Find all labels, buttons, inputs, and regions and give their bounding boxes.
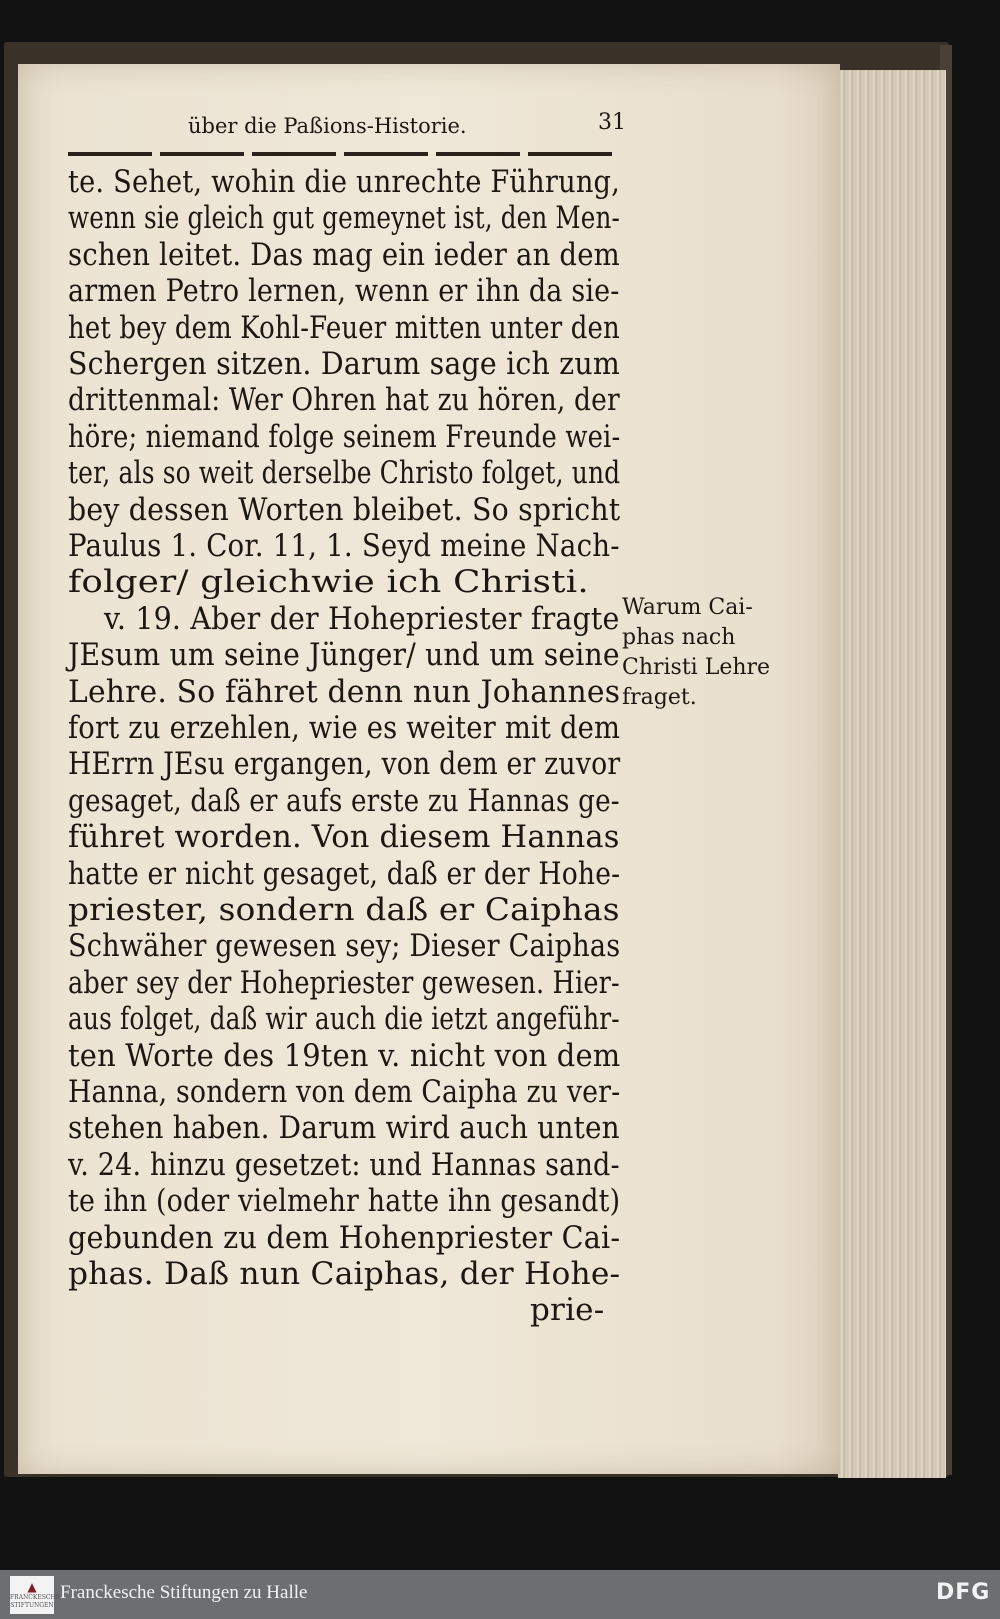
page-stack-edges	[838, 70, 946, 1478]
body-line: ter, als so weit derselbe Christo folget, und	[68, 455, 621, 492]
body-line: v. 19. Aber der Hohepriester fragte	[104, 600, 620, 637]
body-line: wenn sie gleich gut gemeynet ist, den Men-	[68, 200, 621, 237]
body-line: het bey dem Kohl-Feuer mitten unter den	[68, 309, 620, 346]
body-line: prie-	[530, 1292, 605, 1329]
margin-note-line: Warum Cai-	[622, 595, 753, 620]
body-line: te ihn (oder vielmehr hatte ihn gesandt)	[68, 1183, 621, 1220]
foundation-logo: ▲ FRANCKESCHE STIFTUNGEN	[10, 1576, 54, 1614]
body-line: te. Sehet, wohin die unrechte Führung,	[68, 164, 620, 200]
body-line: hatte er nicht gesaget, daß er der Hohe-	[68, 855, 621, 892]
dfg-logo: DFG	[936, 1580, 991, 1605]
logo-text: FRANCKESCHE STIFTUNGEN	[10, 1594, 61, 1609]
margin-note-line: phas nach	[622, 625, 736, 650]
header-rule	[68, 152, 620, 156]
body-line: Hanna, sondern von dem Caipha zu ver-	[68, 1074, 621, 1110]
body-line: JEsum um seine Jünger/ und um seine	[68, 637, 620, 674]
margin-note-line: fraget.	[622, 685, 697, 710]
body-line: Schwäher gewesen sey; Dieser Caiphas	[68, 928, 621, 965]
body-line: gesaget, daß er aufs erste zu Hannas ge-	[68, 782, 620, 819]
body-line: Schergen sitzen. Darum sage ich zum	[68, 346, 620, 382]
body-line: fort zu erzehlen, wie es weiter mit dem	[68, 710, 621, 746]
page-number: 31	[598, 110, 626, 135]
body-line: bey dessen Worten bleibet. So spricht	[68, 491, 621, 528]
body-line: höre; niemand folge seinem Freunde wei-	[68, 418, 621, 455]
body-line: armen Petro lernen, wenn er ihn da sie-	[68, 273, 620, 310]
footer-title: Franckesche Stiftungen zu Halle	[60, 1582, 308, 1603]
running-head: über die Paßions-Historie.	[188, 114, 467, 138]
body-line: folger/ gleichwie ich Christi.	[68, 564, 589, 601]
body-line: phas. Daß nun Caiphas, der Hohe-	[68, 1256, 621, 1292]
body-line: schen leitet. Das mag ein ieder an dem	[68, 236, 620, 273]
body-line: aber sey der Hohepriester gewesen. Hier-	[68, 964, 620, 1001]
body-line: priester, sondern daß er Caiphas	[68, 892, 620, 928]
body-line: drittenmal: Wer Ohren hat zu hören, der	[68, 382, 620, 419]
viewer-footer	[0, 1570, 1000, 1619]
body-line: ten Worte des 19ten v. nicht von dem	[68, 1037, 621, 1074]
body-line: Paulus 1. Cor. 11, 1. Seyd meine Nach-	[68, 528, 620, 564]
body-line: HErrn JEsu ergangen, von dem er zuvor	[68, 746, 621, 783]
margin-note-line: Christi Lehre	[622, 655, 771, 680]
body-line: führet worden. Von diesem Hannas	[68, 819, 620, 856]
body-line: Lehre. So fähret denn nun Johannes	[68, 673, 621, 710]
body-line: stehen haben. Darum wird auch unten	[68, 1110, 620, 1147]
body-line: gebunden zu dem Hohenpriester Cai-	[68, 1219, 621, 1256]
body-line: v. 24. hinzu gesetzet: und Hannas sand-	[68, 1146, 620, 1183]
body-line: aus folget, daß wir auch die ietzt angeführ-	[68, 1001, 620, 1038]
